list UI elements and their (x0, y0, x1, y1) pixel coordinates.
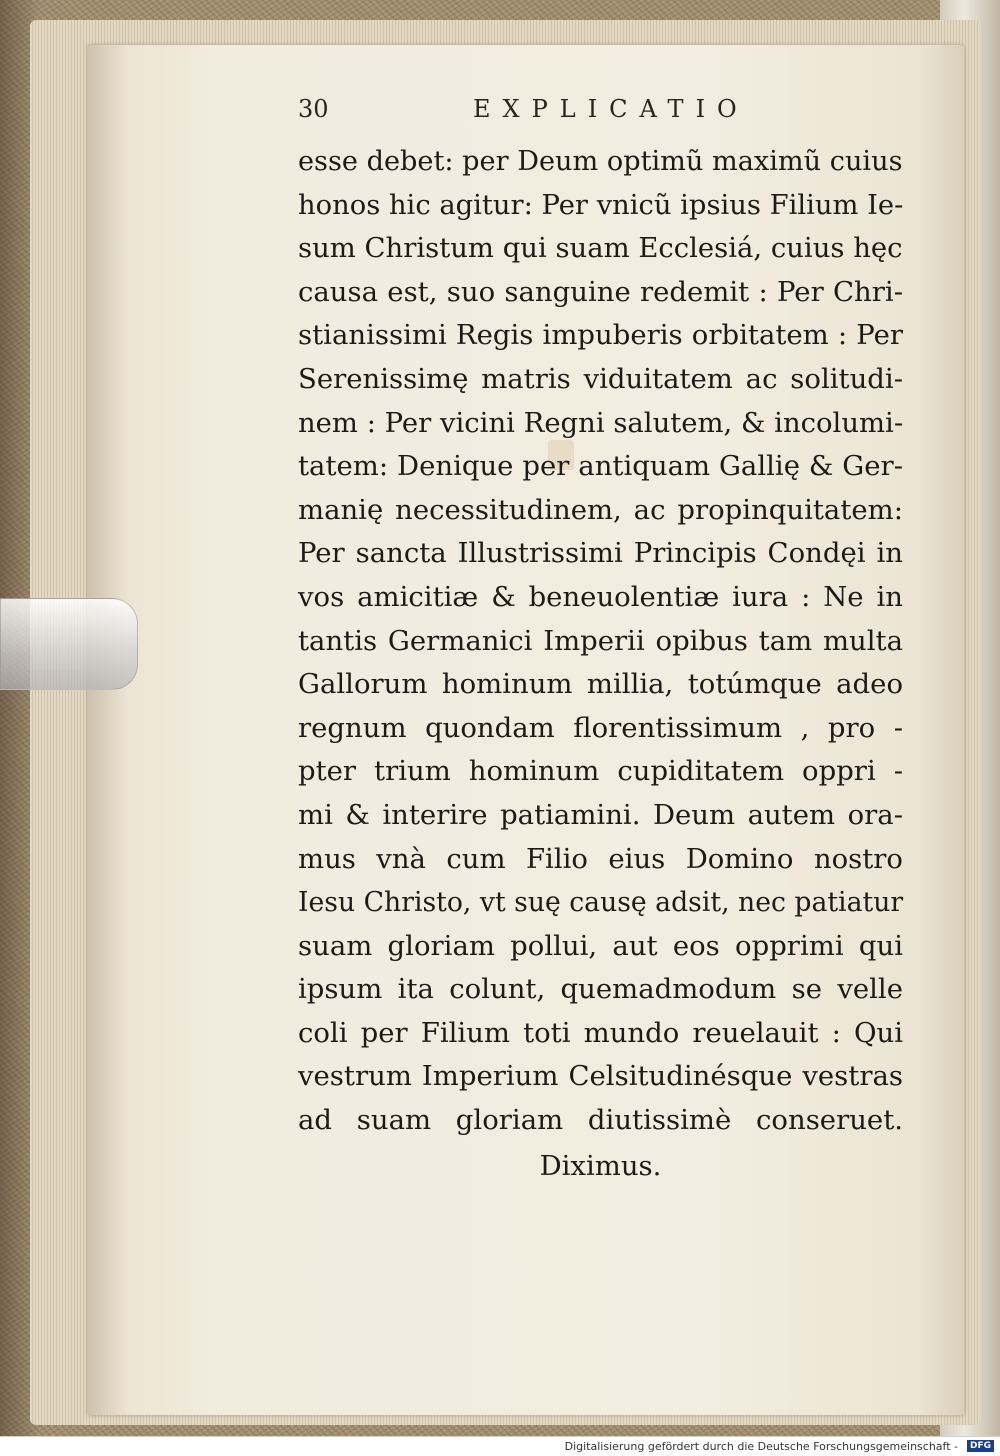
text-line: regnum quondam florentissimum , pro - (298, 711, 903, 744)
page-clip (0, 598, 138, 690)
text-line: coli per Filium toti mundo reuelauit : Qui (298, 1016, 903, 1049)
text-line: stianissimi Regis impuberis orbitatem : Per (298, 319, 903, 352)
text-line: suam gloriam pollui, aut eos opprimi qui (298, 929, 903, 962)
text-line: ipsum ita colunt, quemadmodum se velle (298, 973, 903, 1006)
page-number: 30 (298, 95, 329, 123)
dfg-logo: DFG (967, 1440, 994, 1452)
text-line: mi & interire patiamini. Deum autem ora- (298, 798, 903, 831)
text-line: tatem: Denique per antiquam Gallię & Ger- (298, 450, 903, 483)
text-line: Serenissimę matris viduitatem ac solitudi- (298, 362, 903, 395)
body-text (298, 140, 903, 1143)
page-header (298, 95, 898, 135)
text-line: causa est, suo sanguine redemit : Per Chri- (298, 275, 903, 308)
text-line: vos amicitiæ & beneuolentiæ iura : Ne in (298, 580, 903, 613)
running-title: EXPLICATIO (473, 95, 749, 123)
text-line: esse debet: per Deum optimũ maximũ cuius (298, 145, 903, 177)
closing-word: Diximus. (539, 1150, 662, 1182)
text-line: Iesu Christo, vt suę causę adsit, nec patiatur (298, 886, 904, 919)
text-line: mus vnà cum Filio eius Domino nostro (298, 842, 903, 875)
text-line: Gallorum hominum millia, totúmque adeo (298, 668, 903, 701)
text-line: ad suam gloriam diutissimè conseruet. (298, 1104, 903, 1137)
text-line: sum Christum qui suam Ecclesiá, cuius hęc (298, 232, 903, 265)
text-line: Per sancta Illustrissimi Principis Condęi in (298, 537, 903, 570)
funding-credit: Digitalisierung gefördert durch die Deutsche Forschungsgemeinschaft - (564, 1440, 958, 1453)
text-line: pter trium hominum cupiditatem oppri - (298, 755, 903, 788)
text-line: tantis Germanici Imperii opibus tam multa (298, 624, 903, 657)
text-line: vestrum Imperium Celsitudinésque vestras (298, 1060, 903, 1093)
text-line: honos hic agitur: Per vnicũ ipsius Filium Ie- (298, 188, 904, 221)
text-line: nem : Per vicini Regni salutem, & incolumi- (298, 406, 904, 439)
page-gutter (88, 45, 128, 1415)
footer-bar (0, 1436, 1000, 1456)
text-line: manię necessitudinem, ac propinquitatem: (298, 493, 903, 526)
